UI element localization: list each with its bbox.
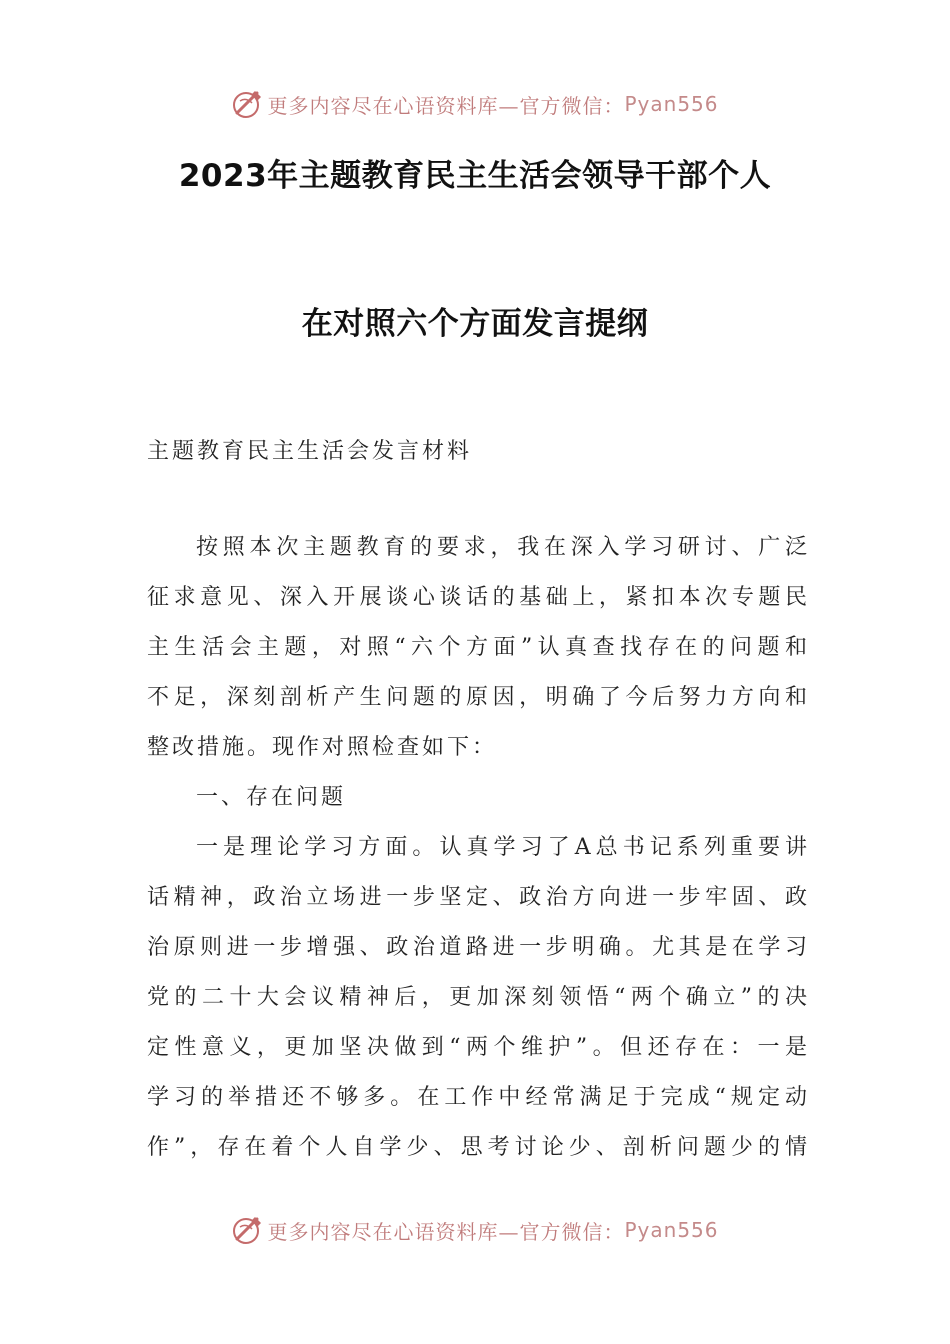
paragraph-2-line-6: 学习的举措还不够多。在工作中经常满足于完成“规定动 — [147, 1085, 807, 1110]
watermark-text: 更多内容尽在心语资料库—官方微信： — [267, 93, 625, 118]
paragraph-2-line-7: 作”，存在着个人自学少、思考讨论少、剖析问题少的情 — [147, 1135, 807, 1160]
paragraph-1-line-2: 征求意见、深入开展谈心谈话的基础上，紧扣本次专题民 — [147, 585, 807, 610]
header-watermark — [0, 84, 950, 124]
section-heading: 一、存在问题 — [196, 785, 347, 810]
document-subtitle: 主题教育民主生活会发言材料 — [147, 439, 473, 464]
watermark-wechat-id: Pyan556 — [624, 1218, 719, 1242]
paragraph-2-line-4: 党的二十大会议精神后，更加深刻领悟“两个确立”的决 — [147, 985, 807, 1010]
pen-logo-icon — [231, 87, 265, 121]
paragraph-1-line-3: 主生活会主题，对照“六个方面”认真查找存在的问题和 — [147, 635, 807, 660]
footer-watermark — [0, 1210, 950, 1250]
paragraph-2-line-3: 治原则进一步增强、政治道路进一步明确。尤其是在学习 — [147, 935, 807, 960]
document-title-line-1: 2023年主题教育民主生活会领导干部个人 — [178, 158, 772, 194]
paragraph-2-line-2: 话精神，政治立场进一步坚定、政治方向进一步牢固、政 — [147, 885, 807, 910]
paragraph-1-line-1: 按照本次主题教育的要求，我在深入学习研讨、广泛 — [196, 535, 807, 560]
paragraph-2-line-5: 定性意义，更加坚决做到“两个维护”。但还存在：一是 — [147, 1035, 807, 1060]
paragraph-1-line-5: 整改措施。现作对照检查如下： — [147, 735, 498, 760]
document-title-line-2: 在对照六个方面发言提纲 — [301, 306, 649, 342]
pen-logo-icon — [231, 1213, 265, 1247]
paragraph-1-line-4: 不足，深刻剖析产生问题的原因，明确了今后努力方向和 — [147, 685, 807, 710]
watermark-text: 更多内容尽在心语资料库—官方微信： — [267, 1219, 625, 1244]
watermark-wechat-id: Pyan556 — [624, 92, 719, 116]
paragraph-2-line-1: 一是理论学习方面。认真学习了A总书记系列重要讲 — [196, 835, 807, 860]
